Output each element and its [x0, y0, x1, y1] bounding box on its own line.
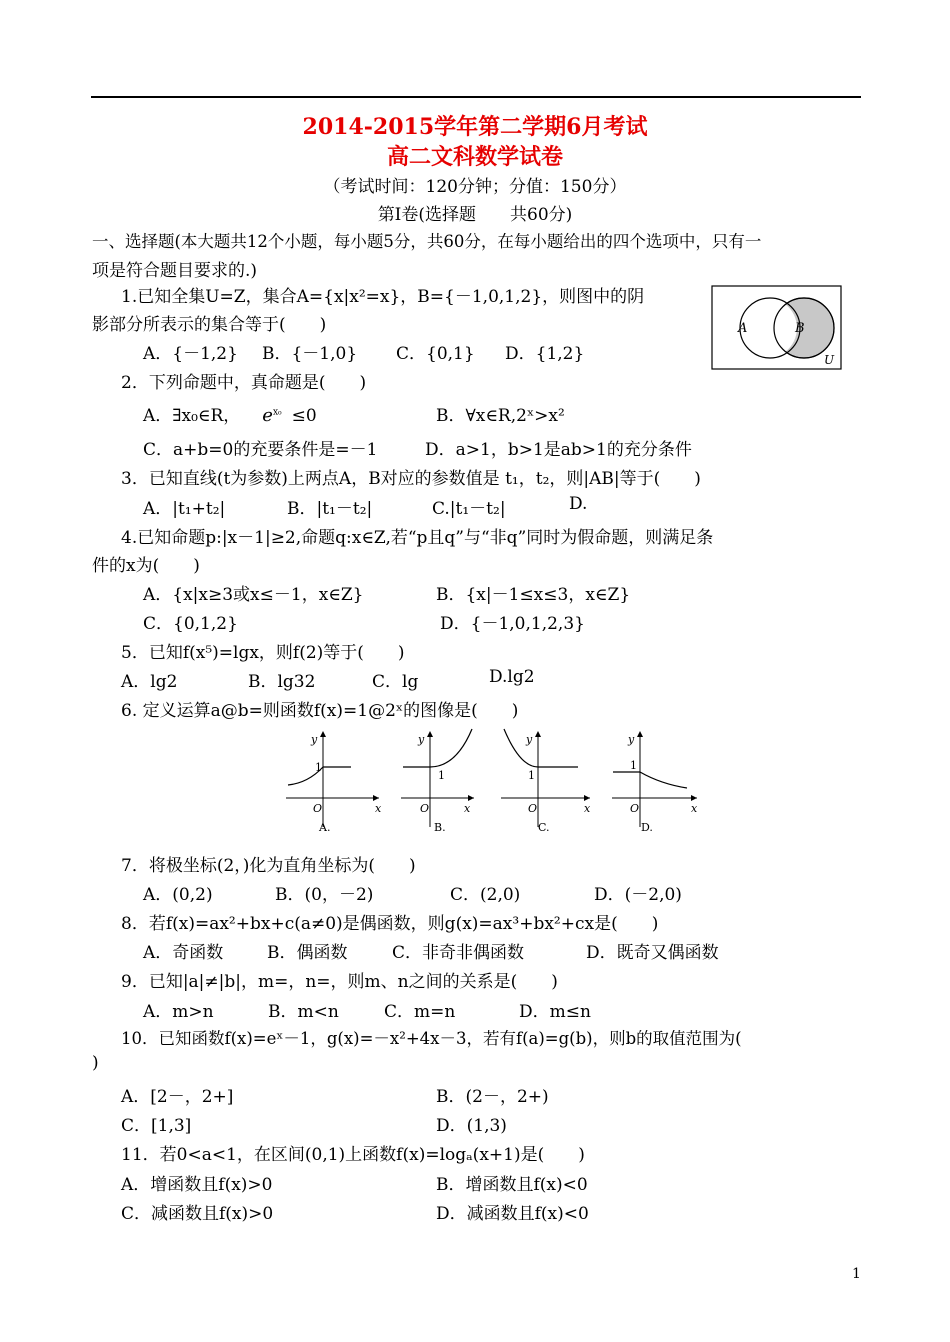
q8-option-b: B．偶函数: [267, 943, 348, 963]
graph-d: [609, 727, 709, 837]
graph-b: [398, 727, 498, 837]
svg-text:1: 1: [438, 769, 445, 782]
q9-option-d: D．m≤n: [519, 1002, 591, 1022]
svg-text:A.: A.: [319, 821, 331, 834]
q8-stem: 8．若f(x)=ax²+bx+c(a≠0)是偶函数，则g(x)=ax³+bx²+cx是( ): [121, 914, 659, 934]
q5-option-d: D.lg2: [489, 667, 535, 687]
svg-text:O: O: [528, 802, 538, 815]
q2-option-d: D．a>1，b>1是ab>1的充分条件: [425, 440, 692, 460]
svg-text:O: O: [420, 802, 430, 815]
q1-option-c: C．{0,1}: [396, 344, 475, 364]
q1-stem-line2: 影部分所表示的集合等于( ): [92, 315, 327, 335]
venn-diagram: [711, 285, 843, 371]
q10-stem-line2: ): [92, 1053, 99, 1073]
venn-label-u: U: [824, 353, 835, 367]
q3-option-a: A．|t₁+t₂|: [143, 499, 226, 519]
svg-text:O: O: [313, 802, 323, 815]
venn-label-a: A: [738, 321, 748, 336]
q9-stem: 9．已知|a|≠|b|，m=，n=，则m、n之间的关系是( ): [121, 972, 558, 992]
q10-option-a: A．[2－，2+]: [121, 1087, 234, 1107]
q11-option-a: A．增函数且f(x)>0: [121, 1175, 273, 1195]
graph-c: [498, 727, 598, 837]
q5-stem: 5．已知f(x⁵)=lgx，则f(2)等于( ): [121, 643, 405, 663]
q2-option-c: C．a+b=0的充要条件是=－1: [143, 440, 378, 460]
section-instructions-line2: 项是符合题目要求的.): [92, 261, 258, 281]
q6-stem: 6. 定义运算a@b=则函数f(x)=1@2ˣ的图像是( ): [121, 701, 519, 721]
svg-text:B.: B.: [434, 821, 446, 834]
volume-heading: 第Ⅰ卷(选择题 共60分): [377, 205, 573, 225]
venn-label-b: B: [795, 321, 805, 336]
q10-option-b: B．(2－，2+): [436, 1087, 549, 1107]
q11-option-c: C．减函数且f(x)>0: [121, 1204, 274, 1224]
q1-stem-line1: 1.已知全集U=Z，集合A={x|x²=x}，B={－1,0,1,2}，则图中的阴: [121, 287, 645, 307]
q9-option-b: B．m<n: [268, 1002, 339, 1022]
q7-stem: 7．将极坐标(2，)化为直角坐标为( ): [121, 856, 416, 876]
svg-text:y: y: [526, 733, 533, 746]
svg-text:1: 1: [630, 759, 637, 772]
svg-text:O: O: [630, 802, 640, 815]
svg-text:D.: D.: [641, 821, 653, 834]
page-number: 1: [852, 1266, 861, 1282]
section-instructions-line1: 一、选择题(本大题共12个小题，每小题5分，共60分，在每小题给出的四个选项中，只有一: [92, 232, 762, 251]
q11-stem: 11．若0<a<1，在区间(0,1)上函数f(x)=logₐ(x+1)是( ): [121, 1145, 585, 1165]
q7-option-d: D．(－2,0): [594, 885, 682, 905]
exam-title: 2014-2015学年第二学期6月考试: [302, 114, 648, 140]
q4-option-b: B．{x|－1≤x≤3，x∈Z}: [436, 585, 631, 605]
svg-text:y: y: [311, 733, 318, 746]
q2-option-a: A．∃x₀∈R， $e^{x_0} \le 0$: [143, 405, 317, 426]
q2-option-b: B．∀x∈R,2ˣ>x²: [436, 406, 565, 426]
svg-text:x: x: [464, 802, 471, 815]
q8-option-c: C．非奇非偶函数: [392, 943, 525, 963]
q7-option-c: C．(2,0): [450, 885, 521, 905]
graph-a: [283, 727, 383, 837]
q10-option-d: D．(1,3): [436, 1116, 507, 1136]
q4-stem-line1: 4.已知命题p:|x－1|≥2,命题q:x∈Z,若“p且q”与“非q”同时为假命题，则满足条: [121, 528, 714, 548]
top-rule: [91, 96, 861, 98]
q8-option-a: A．奇函数: [143, 943, 224, 963]
q5-option-b: B．lg32: [248, 672, 316, 692]
q4-option-c: C．{0,1,2}: [143, 614, 238, 634]
paper-title: 高二文科数学试卷: [386, 144, 563, 170]
q1-option-d: D．{1,2}: [505, 344, 585, 364]
svg-text:x: x: [584, 802, 591, 815]
exam-info: （考试时间：120分钟；分值：150分）: [323, 177, 627, 197]
q3-option-b: B．|t₁－t₂|: [287, 499, 373, 519]
q4-option-a: A．{x|x≥3或x≤－1，x∈Z}: [143, 585, 364, 605]
svg-text:x: x: [375, 802, 382, 815]
q8-option-d: D．既奇又偶函数: [586, 943, 719, 963]
q1-option-b: B．{－1,0}: [262, 344, 358, 364]
q10-option-c: C．[1,3]: [121, 1116, 192, 1136]
q4-stem-line2: 件的x为( ): [92, 556, 200, 576]
q10-stem-line1: 10．已知函数f(x)=eˣ－1，g(x)=－x²+4x－3，若有f(a)=g(b)，则b的取值范围为(: [121, 1029, 742, 1048]
svg-text:y: y: [418, 733, 425, 746]
svg-text:x: x: [691, 802, 698, 815]
q11-option-b: B．增函数且f(x)<0: [436, 1175, 588, 1195]
q2-stem: 2．下列命题中，真命题是( ): [121, 373, 367, 393]
svg-text:y: y: [628, 733, 635, 746]
q3-option-d: D.: [569, 494, 588, 514]
q7-option-b: B．(0，－2): [275, 885, 374, 905]
q3-stem: 3．已知直线(t为参数)上两点A，B对应的参数值是 t₁，t₂，则|AB|等于( ): [121, 469, 701, 489]
svg-text:1: 1: [315, 761, 322, 774]
q9-option-a: A．m>n: [143, 1002, 214, 1022]
q4-option-d: D．{－1,0,1,2,3}: [440, 614, 585, 634]
q5-option-c: C．lg: [372, 672, 419, 692]
q1-option-a: A．{－1,2}: [143, 344, 238, 364]
q9-option-c: C．m=n: [384, 1002, 456, 1022]
q7-option-a: A．(0,2): [143, 885, 213, 905]
svg-text:1: 1: [528, 769, 535, 782]
svg-text:C.: C.: [538, 821, 550, 834]
q5-option-a: A．lg2: [121, 672, 178, 692]
q11-option-d: D．减函数且f(x)<0: [436, 1204, 589, 1224]
q3-option-c: C.|t₁－t₂|: [432, 499, 506, 519]
